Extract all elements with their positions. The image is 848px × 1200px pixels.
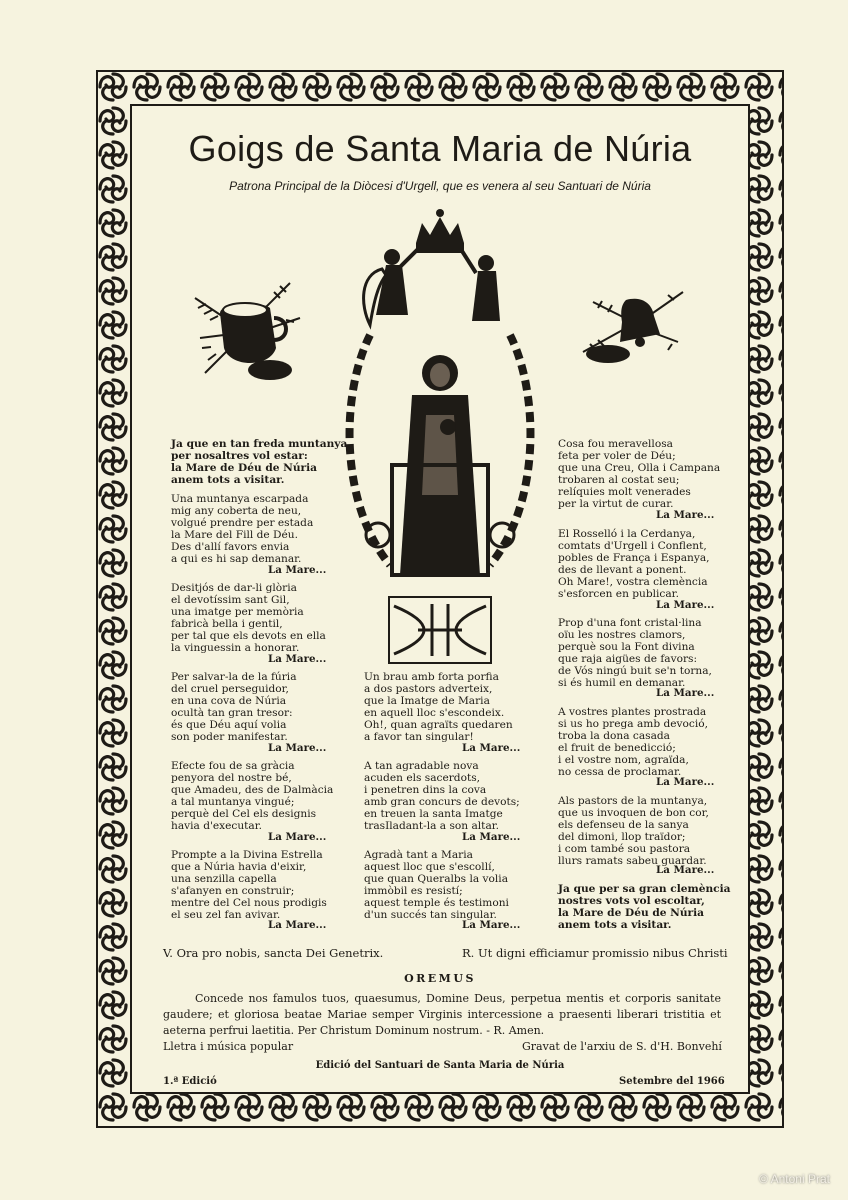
versicle: V. Ora pro nobis, sancta Dei Genetrix. [163,946,384,960]
credit-engraving: Gravat de l'arxiu de S. d'H. Bonvehí [522,1040,722,1053]
subtitle: Patrona Principal de la Diòcesi d'Urgell, que es venera al seu Santuari de Núria [229,179,651,193]
closing-stanza: Ja que per sa gran clemència nostres vots vol escoltar, la Mare de Déu de Núria anem tots a visitar. [558,883,731,932]
refrain: La Mare... [656,687,715,699]
stanza-left-4: Efecte fou de sa gràcia penyora del nostre bé, que Amadeu, des de Dalmàcia a tal muntanya vingué; perquè del Cel els designis havia d'executar. [171,760,334,833]
page-title: Goigs de Santa Maria de Núria [188,128,692,169]
refrain: La Mare... [268,653,327,665]
stanza-middle-3: Agradà tant a Maria aquest lloc que s'escollí, que quan Queralbs la volia immòbil es resistí; aquest temple és testimoni d'un succés tan singular. [364,849,509,922]
oremus-text-body: Concede nos famulos tuos, quaesumus, Domine Deus, perpetua mentis et corporis sanitate gaudere; et gloriosa beatae Mariae semper Virginis intercessione a praesenti liberari tristitia et aeterna perfrui laetitia. Per Christum Dominum nostrum. - R. Amen. [163,992,721,1037]
refrain: La Mare... [462,919,521,931]
stanza-right-3: Prop d'una font cristal·lina oïu les nostres clamors, perquè sou la Font divina que raja aigües de favors: de Vós ningú buit se'n torna, si és humil en demanar. [558,617,712,690]
cross-emblem-icon [388,596,492,664]
bell-with-pine-icon [578,282,688,368]
refrain: La Mare... [268,919,327,931]
virgin-and-child-illustration [330,205,550,585]
edition: 1.ª Edició [163,1076,217,1087]
stanza-left-5: Prompte a la Divina Estrella que a Núria havia d'eixir, una senzilla capella s'afanyen en construir; mentre del Cel nous prodigis el seu zel fan avivar. [171,849,327,922]
refrain: La Mare... [462,742,521,754]
watermark: © Antoni Prat [759,1172,830,1186]
refrain: La Mare... [656,599,715,611]
refrain: La Mare... [656,864,715,876]
crown-icon [416,209,464,253]
stanza-middle-2: A tan agradable nova acuden els sacerdots, i penetren dins la cova amb gran concurs de devots; en treuen la santa Imatge trasIladant-la a son altar. [364,760,520,833]
stanza-middle-1: Un brau amb forta porfia a dos pastors adverteix, que la Imatge de Maria en aquell lloc s'escondeix. Oh!, quan agraïts quedaren a favor tan singular! [364,671,513,744]
refrain: La Mare... [268,564,327,576]
oremus-text [163,991,721,1039]
refrain: La Mare... [656,776,715,788]
stanza-right-4: A vostres plantes prostrada si us ho prega amb devoció, troba la dona casada el fruit de benedicció; i el vostre nom, agraïda, no cessa de proclamar. [558,706,708,779]
refrain: La Mare... [656,509,715,521]
stanza-right-5: Als pastors de la muntanya, que us invoquen de bon cor, els defenseu de la sanya del dimoni, llop traïdor; i com també sou pastora llurs ramats sabeu guardar. [558,795,709,868]
publisher: Edició del Santuari de Santa Maria de Núria [315,1060,565,1071]
refrain: La Mare... [462,831,521,843]
stanza-right-2: El Rosselló i la Cerdanya, comtats d'Urgell i Conflent, pobles de França i Espanya, des de llevant a ponent. Oh Mare!, vostra clemència s'esforcen en publicar. [558,528,710,601]
jug-with-pine-icon [190,278,308,384]
stanza-left-3: Per salvar-la de la fúria del cruel perseguidor, en una cova de Núria ocultà tan gran tresor: és que Déu aquí volia son poder manifestar. [171,671,297,744]
left-angel-icon [364,249,418,325]
refrain: La Mare... [268,742,327,754]
stanza-left-1: Una muntanya escarpada mig any coberta de neu, volgué prendre per estada la Mare del Fill de Déu. Des d'allí favors envia a qui es hi sap demanar. [171,493,314,566]
credit-music: Lletra i música popular [163,1040,294,1053]
oremus-title: OREMUS [404,972,476,985]
stanza-left-2: Desitjós de dar-li glòria el devotíssim sant Gil, una imatge per memòria fabricà bella i gentil, per tal que els devots en ella la vinguessin a honorar. [171,582,326,655]
virgin-statue-icon [392,355,488,575]
right-angel-icon [462,251,500,321]
intro-stanza: Ja que en tan freda muntanya per nosaltres vol estar: la Mare de Déu de Núria anem tots a visitar. [171,438,348,487]
date: Setembre del 1966 [619,1076,725,1087]
response: R. Ut digni efficiamur promissio nibus Christi [462,946,728,960]
refrain: La Mare... [268,831,327,843]
stanza-right-1: Cosa fou meravellosa feta per voler de Déu; que una Creu, Olla i Campana trobaren al costat seu; relíquies molt venerades per la virtut de curar. [558,438,721,511]
